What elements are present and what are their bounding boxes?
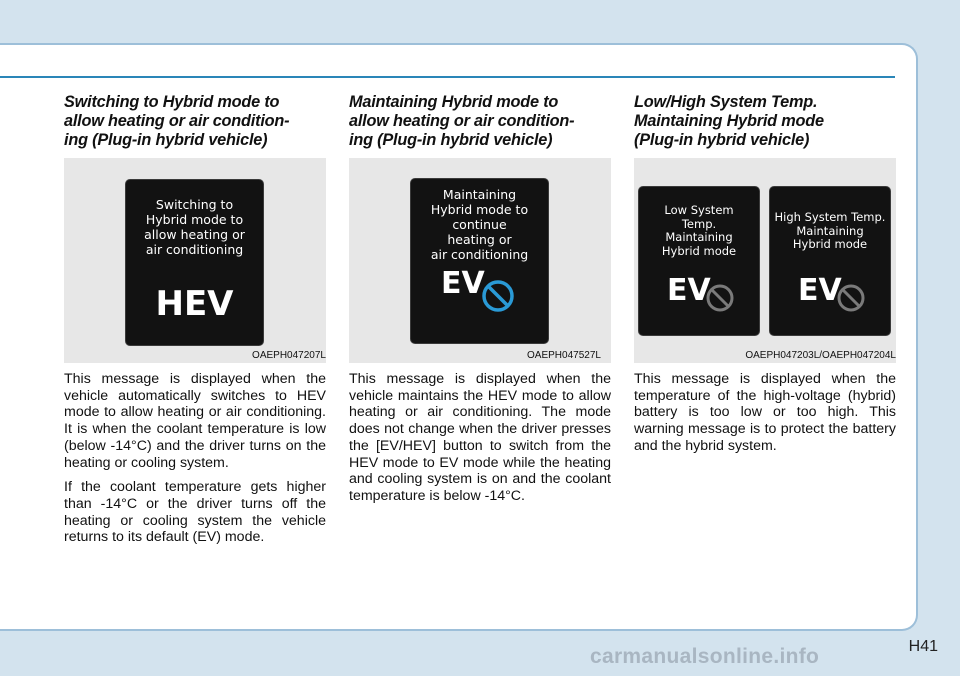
section-maintain-hybrid (349, 93, 611, 150)
prohibited-icon (705, 283, 735, 313)
section-body (64, 371, 326, 554)
header-rule (0, 76, 895, 78)
figure-caption: OAEPH047527L (527, 350, 601, 361)
mode-indicator: EV (667, 273, 711, 308)
mode-indicator: EV (798, 273, 842, 308)
watermark: carmanualsonline.info (590, 645, 820, 668)
paragraph: If the coolant temperature gets higher than -14°C or the driver turns off the heating or cooling system the vehicle returns to its default (EV) mode. (64, 479, 326, 546)
figure-caption: OAEPH047207L (252, 350, 326, 361)
section-title (64, 93, 326, 150)
title-line: Low/High System Temp. (634, 93, 818, 111)
title-line: Switching to Hybrid mode to (64, 93, 280, 111)
section-body (634, 371, 896, 463)
title-line: Maintaining Hybrid mode to (349, 93, 559, 111)
paragraph: This message is displayed when the vehicle maintains the HEV mode to allow heating or air conditioning. The mode does not change when the driver presses the [EV/HEV] button to switch from the HEV mode to EV mode while the heating and cooling system is on and the coolant temperature is below -14°C. (349, 371, 611, 504)
title-line: ing (Plug-in hybrid vehicle) (64, 131, 268, 149)
section-title (349, 93, 611, 150)
display-message: Low System Temp. Maintaining Hybrid mode (661, 203, 737, 258)
display-message: Switching to Hybrid mode to allow heating or air conditioning (144, 197, 245, 257)
section-title (634, 93, 896, 150)
title-line: allow heating or air condition- (64, 112, 290, 130)
cluster-display-low (638, 186, 760, 336)
section-hybrid-switch (64, 93, 326, 150)
title-line: ing (Plug-in hybrid vehicle) (349, 131, 553, 149)
prohibited-icon (836, 283, 866, 313)
page-number: H41 (908, 638, 938, 655)
paragraph: This message is displayed when the temperature of the high-voltage (hybrid) battery is too low or too high. This warning message is to protect the battery and the hybrid system. (634, 371, 896, 454)
display-message: Maintaining Hybrid mode to continue heating or air conditioning (430, 187, 529, 262)
title-line: allow heating or air condition- (349, 112, 575, 130)
display-message: High System Temp. Maintaining Hybrid mode (774, 210, 886, 251)
mode-indicator: EV (441, 266, 485, 301)
figure-hev-switch (64, 158, 326, 363)
figure-caption: OAEPH047203L/OAEPH047204L (745, 350, 896, 361)
section-system-temp (634, 93, 896, 150)
mode-indicator: HEV (155, 284, 234, 324)
cluster-display (410, 178, 549, 344)
figure-system-temp (634, 158, 896, 363)
figure-maintain-hybrid (349, 158, 611, 363)
prohibited-icon (481, 279, 515, 313)
section-body (349, 371, 611, 513)
cluster-display (125, 179, 264, 346)
title-line: (Plug-in hybrid vehicle) (634, 131, 810, 149)
title-line: Maintaining Hybrid mode (634, 112, 824, 130)
paragraph: This message is displayed when the vehicle automatically switches to HEV mode to allow heating or air conditioning. It is when the coolant temperature is low (below -14°C) and the driver turns on the heating or cooling system. (64, 371, 326, 471)
cluster-display-high (769, 186, 891, 336)
